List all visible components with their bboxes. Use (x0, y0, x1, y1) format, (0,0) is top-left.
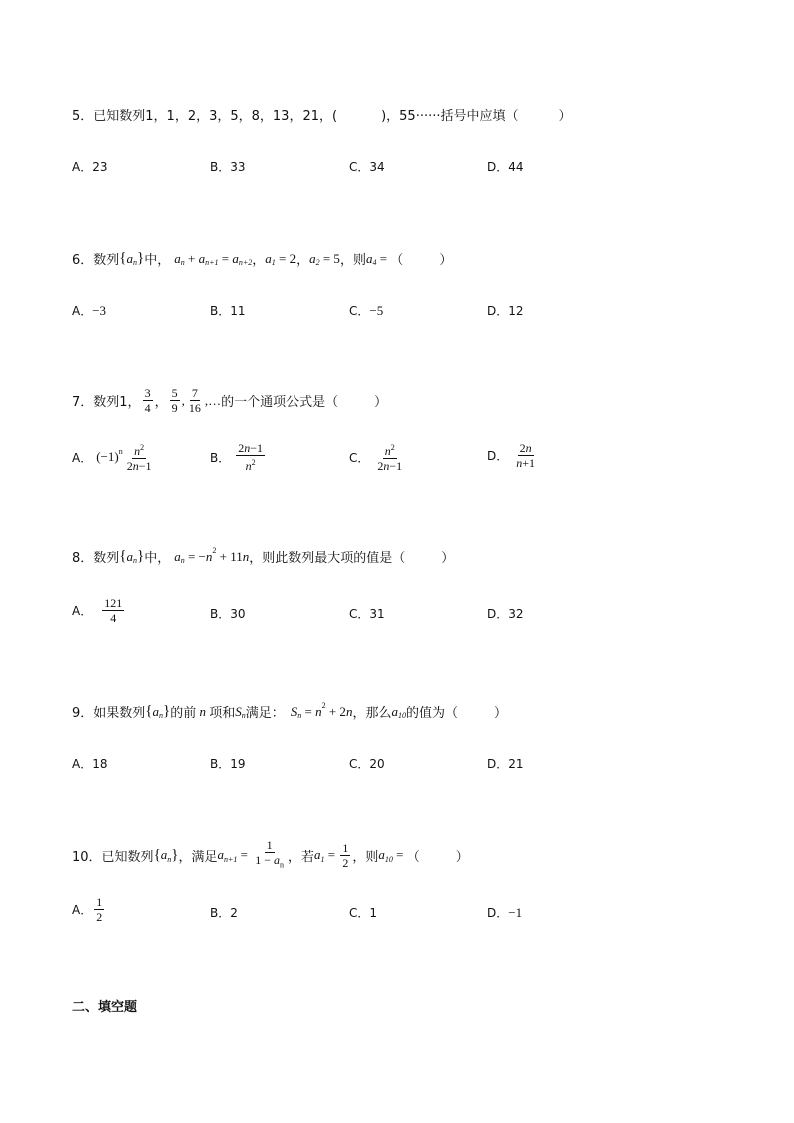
option-d[interactable]: D． 44 (487, 159, 524, 174)
option-a[interactable]: A． $\frac{1}{2}$ (72, 895, 103, 924)
option-d[interactable]: D． 12 (487, 303, 524, 318)
option-b[interactable]: B． $\frac{2n-1}{n^2}$ (210, 441, 264, 473)
option-c[interactable]: C． 20 (349, 756, 385, 771)
option-a[interactable]: A． −3 (72, 302, 107, 318)
option-b[interactable]: B． 11 (210, 303, 246, 318)
option-d[interactable]: D． 32 (487, 606, 524, 621)
option-a[interactable]: A． 23 (72, 159, 108, 174)
option-b[interactable]: B． 30 (210, 606, 246, 621)
option-c[interactable]: C． 34 (349, 159, 385, 174)
question-number: 5． (72, 109, 94, 124)
section-heading: 二、填空题 (72, 1000, 138, 1015)
question-8: 8． 数列 { a n } 中， a n = − n 2 + 11 n ，则此数列最大项的值是（ ） (72, 546, 455, 566)
option-a[interactable]: A． (−1) n $\frac{n^2}{2n-1}$ (72, 443, 152, 473)
option-a[interactable]: A． 18 (72, 756, 108, 771)
option-c[interactable]: C． 31 (349, 606, 385, 621)
question-10: 10． 已知数列 { a n } ，满足 a n+1 = $\frac{1}{1 - a_n}$ ，若 a 1 = $\frac{1}{2}$ ，则 a 10 = （ ） (72, 838, 469, 870)
option-c[interactable]: C． 1 (349, 905, 378, 920)
option-d[interactable]: D． −1 (487, 904, 523, 920)
question-9: 9． 如果数列 { a n } 的前 n 项和 S n 满足： S n = n 2 + 2 n ，那么 a 10 的值为（ ） (72, 701, 507, 721)
question-stem: )，55······括号中应填（ (381, 109, 519, 124)
option-a[interactable]: A． $\frac{121}{4}$ (72, 596, 123, 625)
option-b[interactable]: B． 19 (210, 756, 246, 771)
question-7: 7． 数列1， $\frac{3}{4}$ ， $\frac{5}{9}$ , $\frac{7}{16}$ ,… 的一个通项公式是（ ） (72, 386, 388, 415)
option-d[interactable]: D． $\frac{2n}{n+1}$ (487, 441, 536, 470)
option-b[interactable]: B． 33 (210, 159, 246, 174)
question-stem: 已知数列1，1，2，3，5，8，13，21，( (93, 109, 338, 124)
option-d[interactable]: D． 21 (487, 756, 524, 771)
option-c[interactable]: C． $\frac{n^2}{2n-1}$ (349, 443, 403, 473)
option-b[interactable]: B． 2 (210, 905, 238, 920)
question-6: 6． 数列 { a n } 中， a n + a n+1 = a n+2 ， a 1 = 2 ， a 2 = 5 ，则 a 4 = （ ） (72, 250, 453, 268)
option-c[interactable]: C． −5 (349, 302, 384, 318)
question-5: 5． 已知数列1，1，2，3，5，8，13，21，( )，55······括号中应填（ ） (72, 105, 572, 124)
